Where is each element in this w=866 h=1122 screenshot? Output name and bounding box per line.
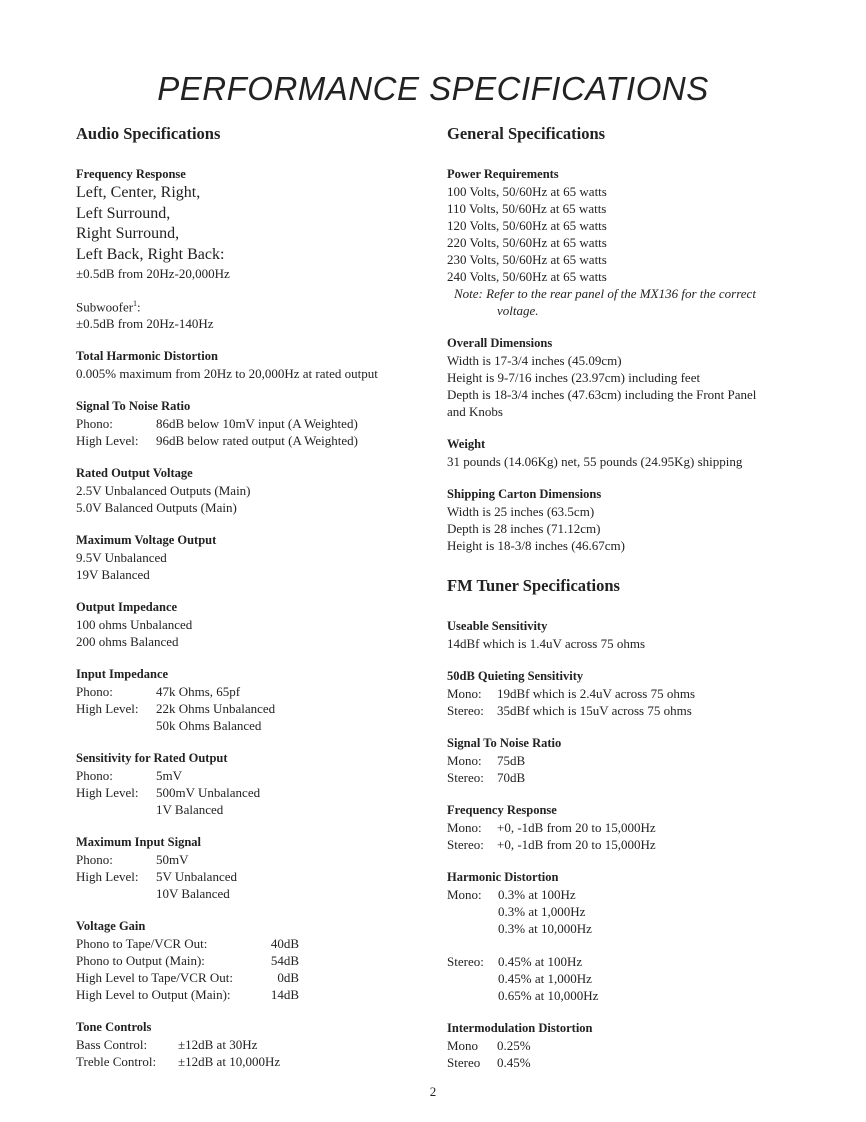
max-voltage-block bbox=[76, 532, 416, 583]
spec-row: Mono 0.25% bbox=[447, 1038, 531, 1053]
spec-row: High Level to Tape/VCR Out: 0dB bbox=[76, 970, 299, 986]
spec-line: Depth is 28 inches (71.12cm) bbox=[447, 521, 601, 536]
frequency-response-block bbox=[76, 166, 416, 332]
shipping-carton-block bbox=[447, 486, 827, 554]
tone-controls-heading: Tone Controls bbox=[76, 1020, 152, 1035]
spec-row: Mono: 0.3% at 100Hz bbox=[447, 887, 576, 902]
spec-line: 5.0V Balanced Outputs (Main) bbox=[76, 500, 237, 516]
quieting-sensitivity-block bbox=[447, 668, 827, 719]
spec-row: Stereo 0.45% bbox=[447, 1055, 531, 1070]
spec-row: 10V Balanced bbox=[156, 886, 230, 902]
spec-row: Phono: 50mV bbox=[76, 852, 189, 868]
spec-line: 200 ohms Balanced bbox=[76, 634, 179, 650]
spec-row: High Level: 96dB below rated output (A Weighted) bbox=[76, 433, 358, 449]
spec-row: Stereo: 70dB bbox=[447, 770, 526, 785]
snr-block bbox=[76, 398, 416, 449]
weight-block bbox=[447, 436, 827, 470]
shipping-carton-heading: Shipping Carton Dimensions bbox=[447, 487, 602, 501]
spec-row: Mono: 75dB bbox=[447, 753, 526, 768]
tone-controls-block bbox=[76, 1019, 416, 1070]
input-impedance-heading: Input Impedance bbox=[76, 667, 169, 682]
fm-tuner-specifications-title: FM Tuner Specifications bbox=[447, 576, 620, 595]
sensitivity-heading: Sensitivity for Rated Output bbox=[76, 751, 228, 766]
spec-row: High Level: 22k Ohms Unbalanced bbox=[76, 701, 276, 717]
spec-row: Stereo: +0, -1dB from 20 to 15,000Hz bbox=[447, 837, 656, 852]
spec-line: Height is 9-7/16 inches (23.97cm) including feet bbox=[447, 370, 701, 385]
spec-row: Phono to Output (Main): 54dB bbox=[76, 953, 299, 969]
spec-line: 230 Volts, 50/60Hz at 65 watts bbox=[447, 252, 607, 267]
general-specifications-column bbox=[447, 124, 827, 1087]
voltage-gain-block bbox=[76, 918, 416, 1003]
spec-row: Bass Control: ±12dB at 30Hz bbox=[76, 1037, 258, 1053]
intermodulation-distortion-block bbox=[447, 1020, 827, 1071]
weight-heading: Weight bbox=[447, 437, 486, 451]
spec-row: High Level: 500mV Unbalanced bbox=[76, 785, 261, 801]
overall-dimensions-heading: Overall Dimensions bbox=[447, 336, 553, 350]
spec-line: 100 ohms Unbalanced bbox=[76, 617, 193, 633]
subwoofer-range: ±0.5dB from 20Hz-140Hz bbox=[76, 316, 214, 332]
spec-line: and Knobs bbox=[447, 404, 503, 419]
spec-row: High Level: 5V Unbalanced bbox=[76, 869, 237, 885]
spec-row: Phono to Tape/VCR Out: 40dB bbox=[76, 936, 299, 952]
frequency-range: ±0.5dB from 20Hz-20,000Hz bbox=[76, 266, 230, 281]
spec-line: 120 Volts, 50/60Hz at 65 watts bbox=[447, 218, 607, 233]
general-specifications-title: General Specifications bbox=[447, 124, 606, 143]
spec-line: 9.5V Unbalanced bbox=[76, 550, 167, 566]
spec-line: 0.65% at 10,000Hz bbox=[498, 988, 599, 1003]
spec-row: Stereo: 35dBf which is 15uV across 75 ohms bbox=[447, 703, 692, 718]
spec-row: High Level to Output (Main): 14dB bbox=[76, 987, 299, 1003]
spec-line: 100 Volts, 50/60Hz at 65 watts bbox=[447, 184, 607, 199]
snr-heading: Signal To Noise Ratio bbox=[76, 399, 191, 414]
fm-frequency-response-heading: Frequency Response bbox=[447, 803, 557, 817]
spec-row: Stereo: 0.45% at 100Hz bbox=[447, 954, 583, 969]
voltage-gain-heading: Voltage Gain bbox=[76, 919, 146, 934]
spec-row: 50k Ohms Balanced bbox=[156, 718, 262, 734]
power-note-continued: voltage. bbox=[497, 303, 539, 318]
spec-line: 0.3% at 10,000Hz bbox=[498, 921, 592, 936]
weight-value: 31 pounds (14.06Kg) net, 55 pounds (24.95Kg) shipping bbox=[447, 454, 743, 469]
rated-output-heading: Rated Output Voltage bbox=[76, 466, 193, 481]
spec-row: Treble Control: ±12dB at 10,000Hz bbox=[76, 1054, 281, 1070]
channel-line: Left Back, Right Back: bbox=[76, 245, 225, 263]
spec-line: Width is 17-3/4 inches (45.09cm) bbox=[447, 353, 622, 368]
power-requirements-block bbox=[447, 166, 827, 319]
audio-specifications-title: Audio Specifications bbox=[76, 124, 221, 143]
spec-row: Mono: +0, -1dB from 20 to 15,000Hz bbox=[447, 820, 656, 835]
spec-line: 110 Volts, 50/60Hz at 65 watts bbox=[447, 201, 607, 216]
spec-line: Width is 25 inches (63.5cm) bbox=[447, 504, 595, 519]
max-input-block bbox=[76, 834, 416, 902]
audio-specifications-column bbox=[76, 124, 416, 1086]
harmonic-distortion-heading: Harmonic Distortion bbox=[447, 870, 559, 884]
channel-line: Right Surround, bbox=[76, 225, 180, 242]
spec-line: Depth is 18-3/4 inches (47.63cm) including the Front Panel bbox=[447, 387, 757, 402]
footnote-marker: 1 bbox=[133, 299, 138, 308]
spec-line: 0.45% at 1,000Hz bbox=[498, 971, 592, 986]
spec-row: Phono: 86dB below 10mV input (A Weighted) bbox=[76, 416, 358, 432]
sensitivity-block bbox=[76, 750, 416, 818]
rated-output-block bbox=[76, 465, 416, 516]
quieting-sensitivity-heading: 50dB Quieting Sensitivity bbox=[447, 669, 584, 683]
fm-snr-block bbox=[447, 735, 827, 786]
overall-dimensions-block bbox=[447, 335, 827, 420]
page-number: 2 bbox=[429, 1084, 437, 1099]
spec-line: Height is 18-3/8 inches (46.67cm) bbox=[447, 538, 625, 553]
fm-snr-heading: Signal To Noise Ratio bbox=[447, 736, 562, 750]
power-requirements-heading: Power Requirements bbox=[447, 167, 559, 181]
useable-sensitivity-block bbox=[447, 618, 827, 652]
page-title: PERFORMANCE SPECIFICATIONS bbox=[157, 70, 709, 107]
subwoofer-label: Subwoofer$^1$: bbox=[76, 299, 141, 315]
useable-sensitivity-value: 14dBf which is 1.4uV across 75 ohms bbox=[447, 636, 646, 651]
power-note: Note: Refer to the rear panel of the MX136 for the correct bbox=[454, 286, 756, 301]
channel-line: Left Surround, bbox=[76, 204, 171, 222]
thd-heading: Total Harmonic Distortion bbox=[76, 349, 218, 364]
frequency-response-heading: Frequency Response bbox=[76, 167, 186, 181]
fm-frequency-response-block bbox=[447, 802, 827, 853]
spec-line: 19V Balanced bbox=[76, 567, 150, 583]
max-input-heading: Maximum Input Signal bbox=[76, 835, 202, 850]
useable-sensitivity-heading: Useable Sensitivity bbox=[447, 619, 548, 633]
spec-line: 2.5V Unbalanced Outputs (Main) bbox=[76, 483, 251, 499]
harmonic-distortion-block bbox=[447, 869, 827, 1004]
max-voltage-heading: Maximum Voltage Output bbox=[76, 533, 217, 548]
spec-row: Phono: 5mV bbox=[76, 768, 182, 784]
input-impedance-block bbox=[76, 666, 416, 734]
output-impedance-block bbox=[76, 599, 416, 650]
spec-row: Mono: 19dBf which is 2.4uV across 75 ohms bbox=[447, 686, 696, 701]
thd-value: 0.005% maximum from 20Hz to 20,000Hz at rated output bbox=[76, 366, 378, 382]
spec-line: 240 Volts, 50/60Hz at 65 watts bbox=[447, 269, 607, 284]
output-impedance-heading: Output Impedance bbox=[76, 600, 178, 615]
intermodulation-distortion-heading: Intermodulation Distortion bbox=[447, 1021, 593, 1035]
spec-line: 220 Volts, 50/60Hz at 65 watts bbox=[447, 235, 607, 250]
thd-block bbox=[76, 348, 416, 382]
spec-row: 1V Balanced bbox=[156, 802, 224, 818]
channel-line: Left, Center, Right, bbox=[76, 184, 201, 201]
spec-line: 0.3% at 1,000Hz bbox=[498, 904, 586, 919]
spec-row: Phono: 47k Ohms, 65pf bbox=[76, 684, 241, 700]
